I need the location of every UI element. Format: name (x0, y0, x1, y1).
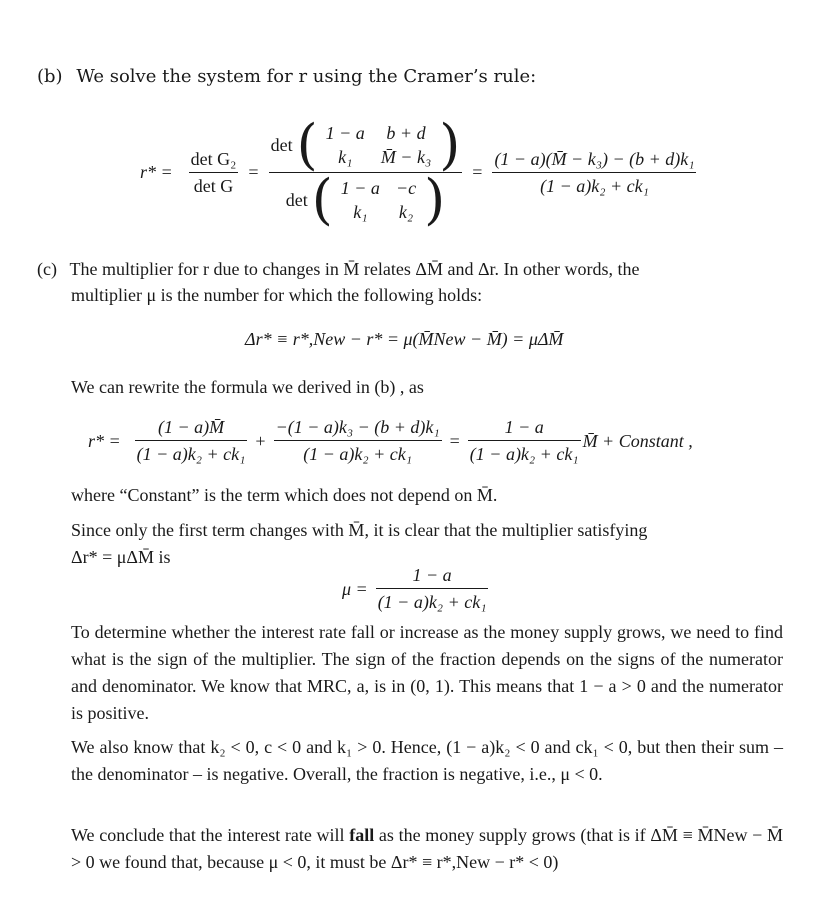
eq2-fraction-1 (135, 414, 248, 467)
cramer-result-num: (1 − a)(M̄ − k₃) − (b + d)k₁ (494, 148, 695, 169)
cramer-eq-sign: = (248, 162, 259, 182)
eq2-plus: + (255, 430, 266, 451)
matrix-cell: b + d (386, 122, 426, 143)
eq2-eq: = (449, 430, 460, 451)
cramer-eq-sign-2: = (472, 162, 483, 182)
eq2-f2-den: (1 − a)k₂ + ck₁ (274, 440, 442, 467)
eq2-fraction-3 (468, 414, 581, 467)
part-b-text: We solve the system for r using the Cramer’s rule: (76, 66, 537, 87)
matrix-denominator (333, 176, 424, 224)
matrix-cell: M̄ − k₃ (380, 146, 432, 167)
matrix-numerator (318, 121, 440, 169)
mu-lhs: μ = (342, 578, 368, 599)
part-c-label: (c) (37, 259, 57, 279)
cramer-lhs: r* = (140, 162, 173, 182)
cramer-result-den: (1 − a)k₂ + ck₁ (492, 172, 696, 199)
paren-left-icon: ( (311, 167, 333, 231)
det-word-num: det (270, 134, 293, 155)
matrix-cell: k₂ (398, 201, 414, 222)
part-c-line2: multiplier μ is the number for which the following holds: (71, 285, 483, 305)
cramer-frac-det-den: det G (189, 172, 239, 199)
conclusion-b: as the money supply grows (that is if ΔM̄ ≡ M̄New − M̄ > 0 we found that, because μ < 0, it must be Δr* ≡ r*,New − r* < 0) (71, 825, 783, 872)
cramer-result (492, 146, 696, 199)
cramer-frac-det (189, 146, 239, 199)
mu-formula (342, 562, 488, 615)
part-c-line1 (37, 256, 640, 282)
eq2-fraction-2 (274, 414, 442, 467)
since-text-2: Δr* = μΔM̄ is (71, 547, 171, 567)
paragraph-denominator: We also know that k₂ < 0, c < 0 and k₁ > 0. Hence, (1 − a)k₂ < 0 and ck₁ < 0, but then their sum – the denominator – is negative. Overall, the fraction is negative, i.e., μ < 0. (71, 737, 783, 784)
matrix-cell: 1 − a (340, 177, 380, 198)
eq2-f1-num: (1 − a)M̄ (157, 417, 225, 437)
rewrite-text: We can rewrite the formula we derived in (b) , as (71, 377, 424, 397)
cramer-frac-det-num: det G₂ (190, 148, 237, 169)
part-b-heading (37, 64, 536, 90)
mu-num: 1 − a (412, 565, 452, 585)
paragraph-conclusion (71, 822, 783, 876)
conclusion-bold: fall (349, 825, 375, 845)
paren-right-icon: ) (439, 112, 461, 176)
eq2-f1-den: (1 − a)k₂ + ck₁ (135, 440, 248, 467)
matrix-cell: 1 − a (325, 122, 365, 143)
cramer-matrix-den (269, 167, 463, 231)
cramer-matrix-num (269, 112, 463, 176)
cramer-frac-matrix (269, 112, 463, 231)
mu-fraction (376, 562, 489, 615)
part-b-label: (b) (37, 66, 63, 87)
eq2-lhs: r* = (88, 430, 121, 451)
since-text-1: Since only the first term changes with M̄, it is clear that the multiplier satisfying (71, 520, 648, 540)
paren-right-icon: ) (424, 167, 446, 231)
mu-den: (1 − a)k₂ + ck₁ (376, 588, 489, 615)
conclusion-a: We conclude that the interest rate will (71, 825, 350, 845)
multiplier-definition: Δr* ≡ r*,New − r* = μ(M̄New − M̄) = μΔM̄ (245, 329, 564, 349)
eq2-f3-num: 1 − a (504, 417, 544, 437)
matrix-cell: k₁ (353, 201, 368, 222)
part-c-text-1: The multiplier for r due to changes in M̄ relates ΔM̄ and Δr. In other words, the (69, 259, 640, 279)
matrix-cell: −c (395, 177, 417, 198)
eq2-tail: M̄ + Constant , (582, 430, 693, 451)
det-word-den: det (285, 189, 308, 210)
cramer-equation (140, 112, 696, 232)
paragraph-sign: To determine whether the interest rate fall or increase as the money supply grows, we need to find what is the sign of the multiplier. The sign of the fraction depends on the signs of the numerator and denominator. We know that MRC, a, is in (0, 1). This means that 1 − a > 0 and the numerator is positive. (71, 622, 783, 723)
matrix-cell: k₁ (338, 146, 353, 167)
rewritten-formula (88, 414, 693, 467)
eq2-f2-num: −(1 − a)k₃ − (b + d)k₁ (275, 417, 440, 437)
where-text: where “Constant” is the term which does not depend on M̄. (71, 485, 498, 505)
paren-left-icon: ( (296, 112, 318, 176)
eq2-f3-den: (1 − a)k₂ + ck₁ (468, 440, 581, 467)
